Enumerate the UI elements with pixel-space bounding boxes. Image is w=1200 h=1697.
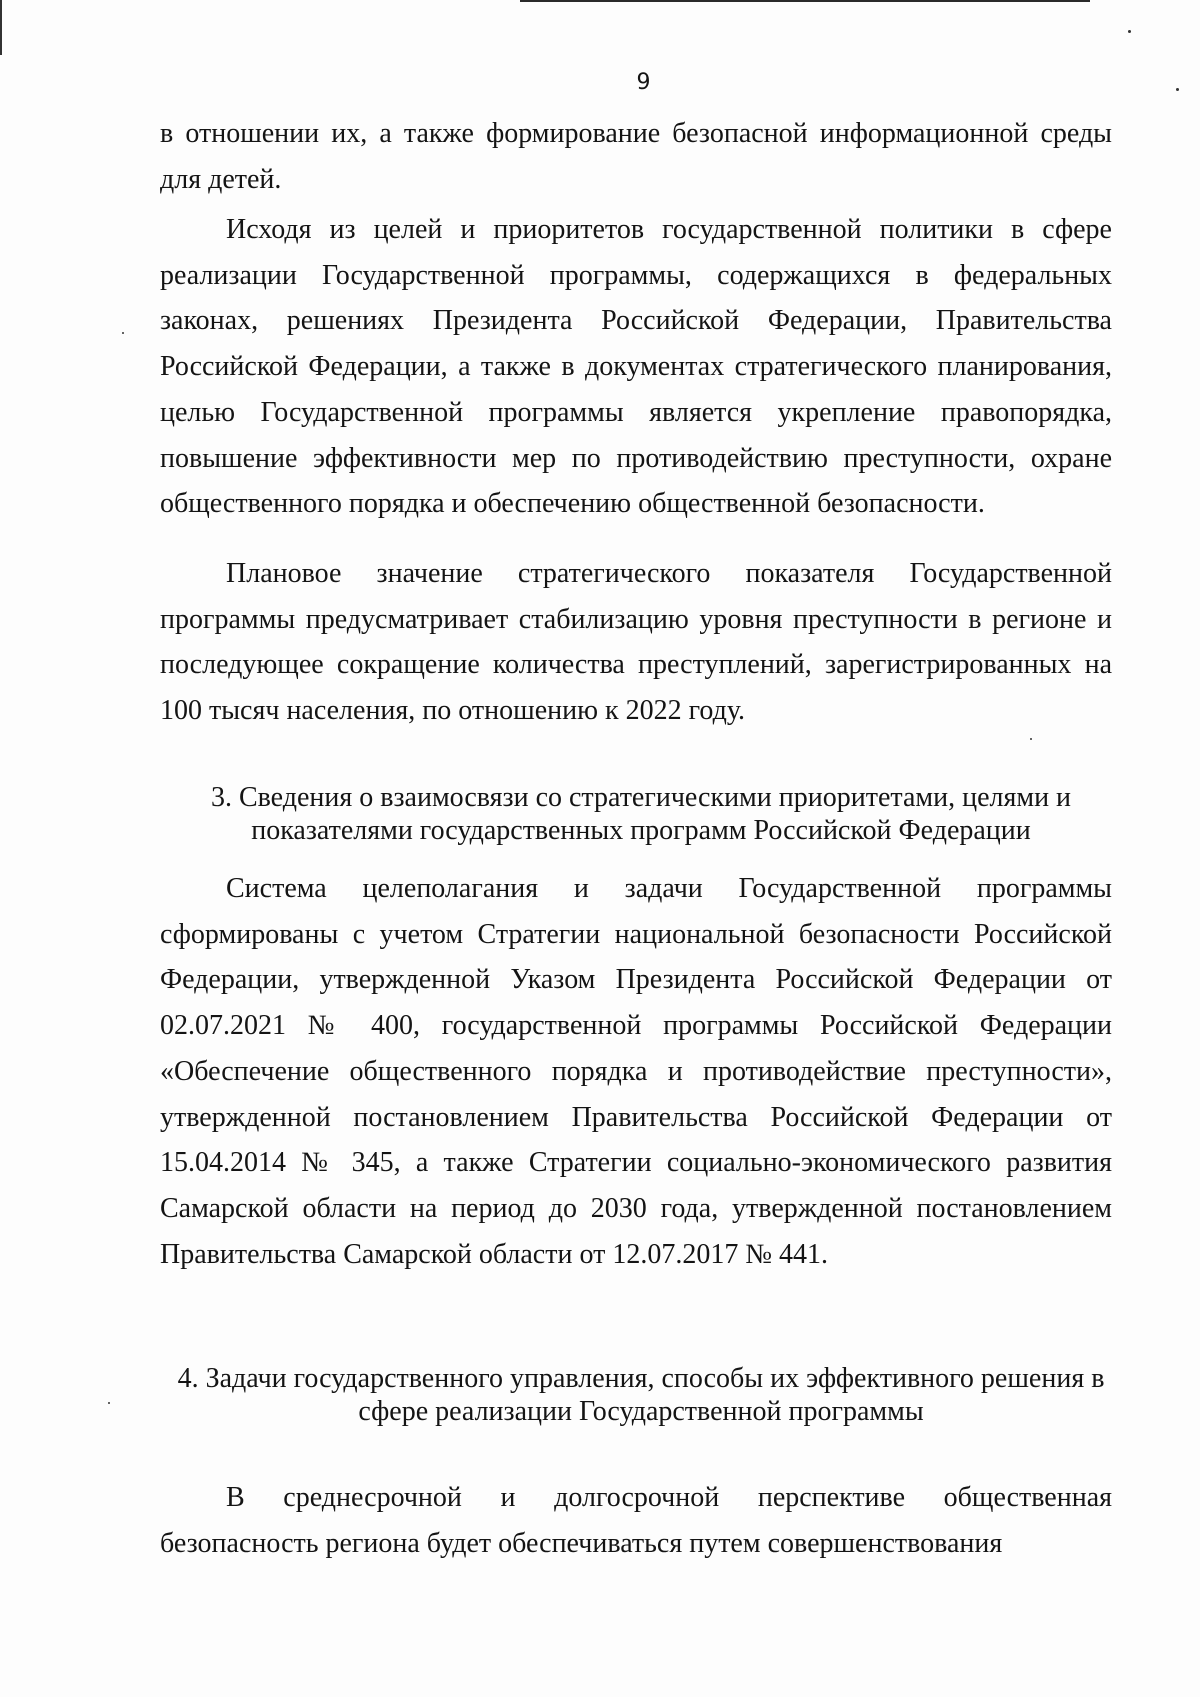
- scan-speck: [1128, 30, 1131, 33]
- scan-top-rule: [520, 0, 1090, 2]
- scan-left-edge: [0, 0, 2, 55]
- section-3-heading-line2: показателями государственных программ Российской Федерации: [251, 815, 1031, 846]
- section-4-text: В среднесрочной и долгосрочной перспективе общественная безопасность региона будет обеспечиваться путем совершенствования: [160, 1482, 1112, 1559]
- paragraph-goal: Исходя из целей и приоритетов государственной политики в сфере реализации Государственной программы, содержащихся в федеральных законах, решениях Президента Российской Федерации, Правительства Российской Федерации, а также в документах стратегического планирования, целью Государственной программы является укрепление правопорядка, повышение эффективности мер по противодействию преступности, охране общественного порядка и обеспечению общественной безопасности.: [160, 214, 1112, 520]
- scan-speck: [122, 332, 124, 334]
- section-3-heading-line1: 3. Сведения о взаимосвязи со стратегическими приоритетами, целями и: [210, 782, 1072, 813]
- section-3-text: Система целеполагания и задачи Государственной программы сформированы с учетом Стратегии национальной безопасности Российской Федерации, утвержденной Указом Президента Российской Федерации от 02.07.2021 № 400, государственной программы Российской Федерации «Обеспечение общественного порядка и противодействие преступности», утвержденной постановлением Правительства Российской Федерации от 15.04.2014 № 345, а также Стратегии социально-экономического развития Самарской области на период до 2030 года, утвержденной постановлением Правительства Самарской области от 12.07.2017 № 441.: [160, 873, 1112, 1270]
- section-4-heading: [150, 1362, 1132, 1428]
- page-number: 9: [636, 70, 651, 95]
- section-3-heading: [150, 781, 1132, 847]
- paragraph-continuation: в отношении их, а также формирование безопасной информационной среды для детей.: [160, 118, 1112, 195]
- paragraph-indicator: Плановое значение стратегического показателя Государственной программы предусматривает стабилизацию уровня преступности в регионе и последующее сокращение количества преступлений, зарегистрированных на 100 тысяч населения, по отношению к 2022 году.: [160, 558, 1112, 727]
- scan-speck: [108, 1402, 110, 1404]
- section-4-heading-line1: 4. Задачи государственного управления, способы их эффективного решения в: [177, 1363, 1105, 1394]
- section-4-heading-line2: сфере реализации Государственной программы: [358, 1396, 924, 1427]
- scan-speck: [1030, 738, 1032, 740]
